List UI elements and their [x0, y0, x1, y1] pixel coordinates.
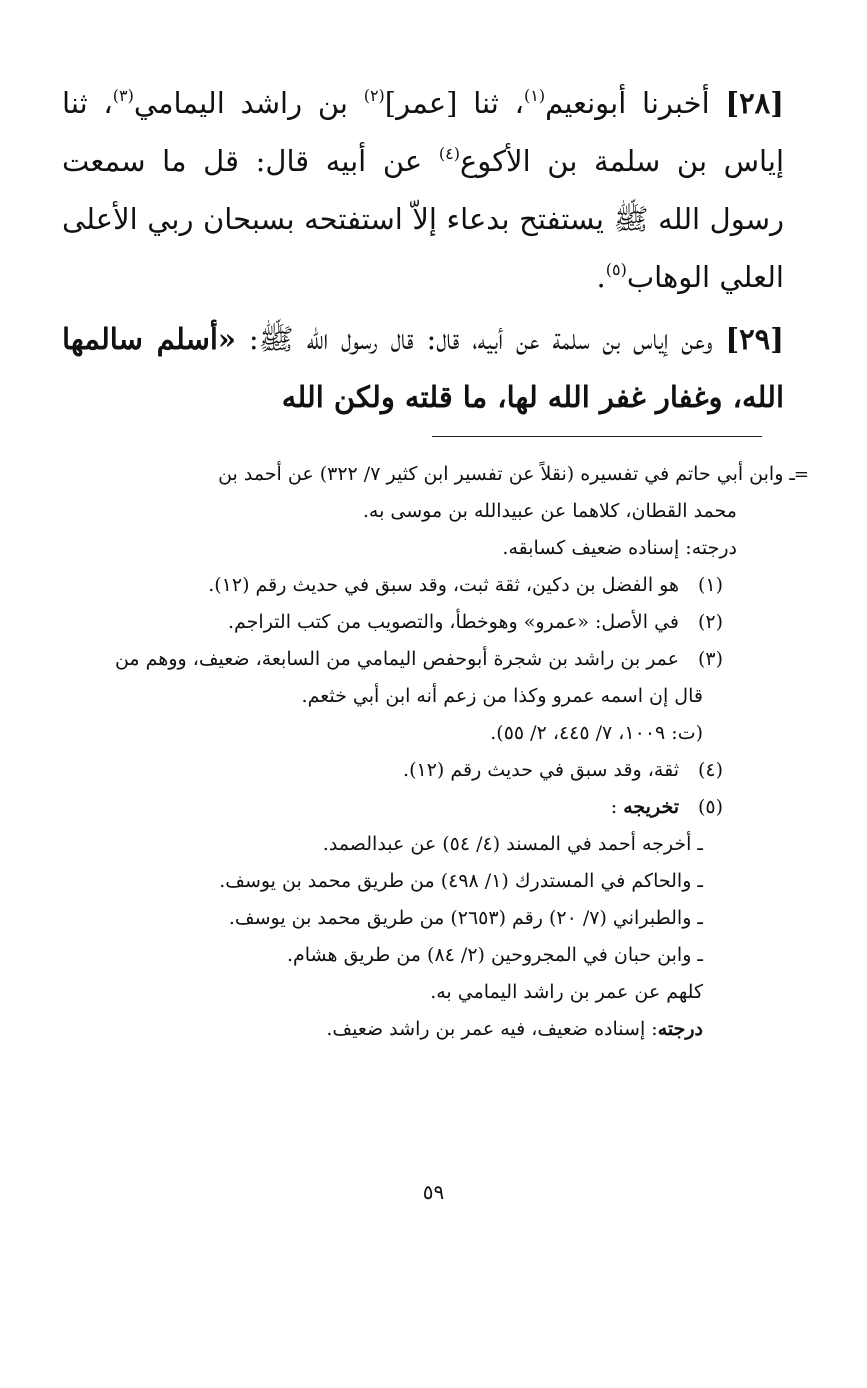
footnote-5-line-3 [50, 900, 795, 937]
footnote-text: ـ والطبراني (٧/ ٢٠) رقم (٢٦٥٣) من طريق محمد بن يوسف. [228, 907, 703, 929]
footnote-ref[interactable]: (٥) [605, 260, 627, 279]
footnote-text: محمد القطان، كلاهما عن عبيدالله بن موسى به. [362, 500, 737, 522]
footnotes [50, 456, 809, 1048]
footnote-text: عمر بن راشد بن شجرة أبوحفص اليمامي من السابعة، ضعيف، ووهم من [114, 648, 679, 670]
hadith-28 [62, 74, 784, 306]
footnote-number: (١) [697, 574, 723, 596]
footnote-text: (ت: ١٠٠٩، ٧/ ٤٤٥، ٢/ ٥٥). [490, 722, 703, 744]
footnote-number: (٢) [697, 611, 723, 633]
footnote-continuation-line [50, 493, 795, 530]
footnote-3 [50, 641, 795, 678]
footnote-3-line-3 [50, 715, 795, 752]
hadith-text: بن راشد اليمامي [133, 86, 364, 120]
hadith-text: . [596, 260, 606, 294]
footnote-heading: تخريجه [623, 796, 679, 818]
footnote-ref[interactable]: (٢) [363, 86, 385, 105]
hadith-29 [62, 310, 784, 426]
footnote-5-line-5 [50, 974, 795, 1011]
footnote-4 [50, 752, 795, 789]
hadith-text: ، ثنا [عمر] [384, 86, 524, 120]
footnote-continuation-line [50, 456, 809, 493]
footnote-1 [50, 567, 795, 604]
footnote-text: ـ وابن حبان في المجروحين (٢/ ٨٤) من طريق هشام. [286, 944, 703, 966]
footnote-text: قال إن اسمه عمرو وكذا من زعم أنه ابن أبي خثعم. [301, 685, 703, 707]
hadith-text: ، ثنا إياس بن سلمة بن الأكوع [62, 86, 785, 178]
hadith-number: [٢٩] [725, 322, 784, 356]
continuation-mark: = [793, 464, 809, 485]
footnote-text: درجته: إسناده ضعيف كسابقه. [502, 537, 737, 559]
page-number: ٥٩ [422, 1180, 445, 1204]
footnote-5 [50, 789, 795, 826]
hadith-number: [٢٨] [725, 86, 784, 120]
hadith-quote: «أسلم سالمها الله، وغفار غفر الله لها، ما قلته ولكن الله [62, 322, 784, 414]
footnote-5-line-1 [50, 826, 795, 863]
footnote-ref[interactable]: (١) [523, 86, 546, 105]
footnote-number: (٤) [697, 759, 723, 781]
footnote-2 [50, 604, 795, 641]
footnote-5-grade [50, 1011, 795, 1048]
hadith-text: عن أبيه قال: قل ما سمعت رسول الله ﷺ يستفتح بدعاء إلاّ استفتحه بسبحان ربي الأعلى العلي الوهاب [62, 144, 784, 294]
footnote-text: كلهم عن عمر بن راشد اليمامي به. [430, 981, 703, 1003]
footnote-5-line-4 [50, 937, 795, 974]
footnote-grade-line [50, 530, 795, 567]
hadith-text: أخبرنا أبونعيم [545, 86, 726, 120]
footnote-ref[interactable]: (٣) [112, 86, 134, 105]
footnote-text: ثقة، وقد سبق في حديث رقم (١٢). [403, 759, 679, 781]
footnote-text: : إسناده ضعيف، فيه عمر بن راشد ضعيف. [326, 1018, 658, 1040]
hadith-text: وعن إياس بن سلمة عن أبيه، قال: قال رسول الله ﷺ: [236, 322, 726, 356]
footnote-text: ـ وابن أبي حاتم في تفسيره (نقلاً عن تفسير ابن كثير ٧/ ٣٢٢) عن أحمد بن [218, 463, 795, 485]
footnote-text: ـ والحاكم في المستدرك (١/ ٤٩٨) من طريق محمد بن يوسف. [219, 870, 703, 892]
footnote-3-line-2 [50, 678, 795, 715]
footnote-separator [432, 436, 762, 437]
footnote-number: (٣) [697, 648, 723, 670]
footnote-text: ـ أخرجه أحمد في المسند (٤/ ٥٤) عن عبدالصمد. [322, 833, 703, 855]
footnote-number: (٥) [697, 796, 723, 818]
footnote-grade-label: درجته [657, 1018, 703, 1040]
footnote-text: هو الفضل بن دكين، ثقة ثبت، وقد سبق في حديث رقم (١٢). [208, 574, 679, 596]
footnote-5-line-2 [50, 863, 795, 900]
footnote-ref[interactable]: (٤) [438, 144, 460, 163]
footnote-text: : [610, 796, 624, 818]
footnote-text: في الأصل: «عمرو» وهوخطأ، والتصويب من كتب التراجم. [227, 611, 679, 633]
